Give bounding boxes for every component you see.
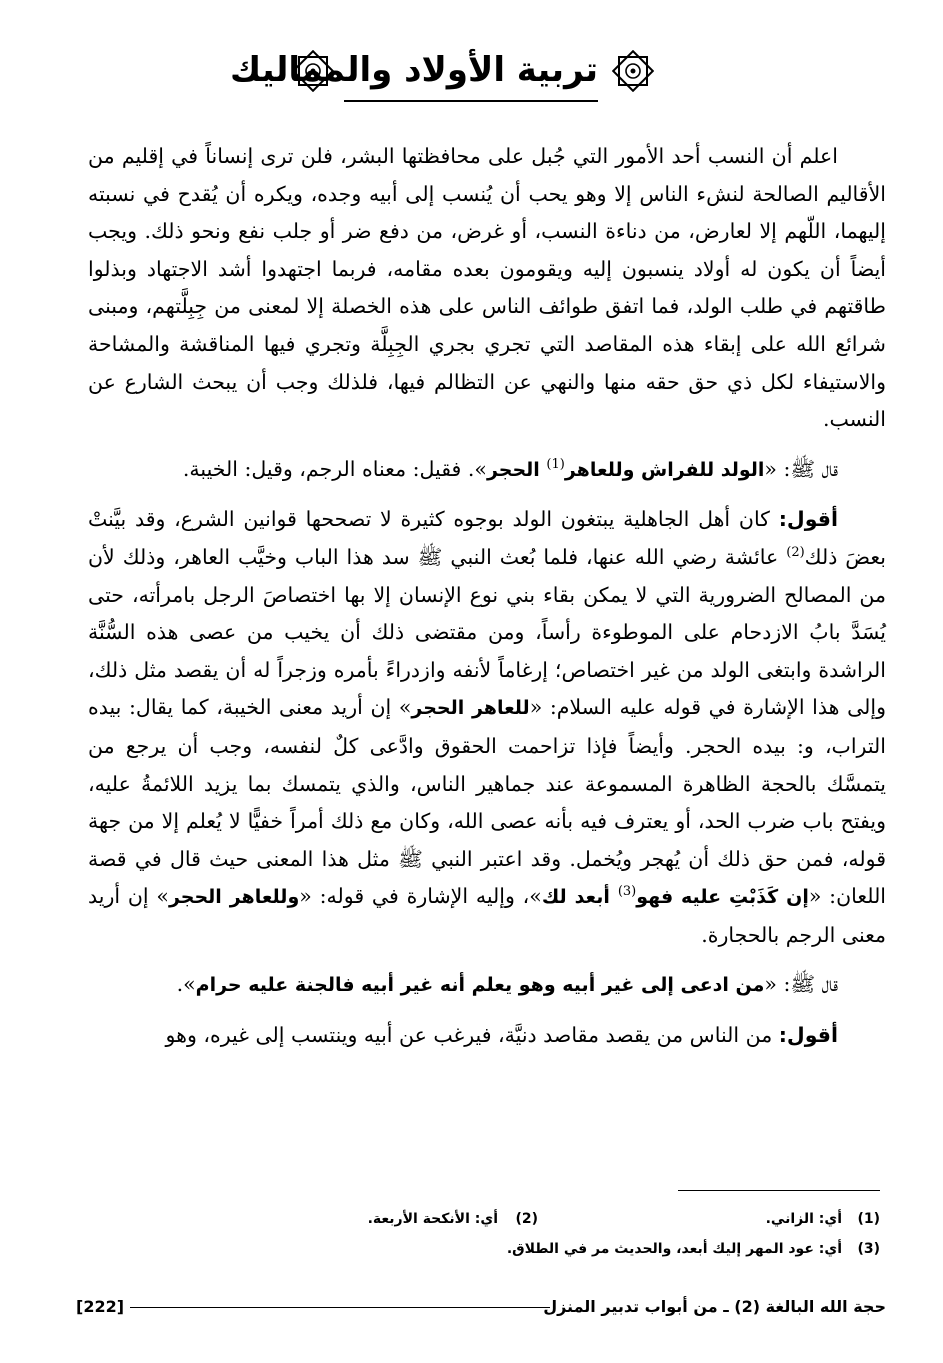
page-number: [222]: [76, 1297, 125, 1316]
footnote-text: أي: عود المهر إليك أبعد، والحديث مر في الطلاق.: [506, 1241, 842, 1257]
hadith-text: من ادعى إلى غير أبيه وهو يعلم أنه غير أبيه فالجنة عليه حرام: [195, 974, 765, 997]
title-underline: [344, 100, 598, 102]
aqulu-label: أقول:: [778, 507, 838, 532]
hadith-text: وللعاهر الحجر: [168, 886, 300, 909]
footnote-ref-2: (2): [786, 544, 805, 560]
footnote-number: (1): [857, 1211, 880, 1227]
footnote-ref-1: (1): [546, 456, 565, 472]
paragraph-2: أقول: كان أهل الجاهلية يبتغون الولد بوجوه كثيرة لا تصححها قوانين الشرع، وقد بيَّنتْ بعضَ ذلك$^{(2)}$ عائشة رضي الله عنها، فلما بُعث النبي ﷺ سد هذا الباب وخيَّب العاهر، وذلك لأن من المصالح الضرورية التي لا يمكن بقاء بني نوع الإنسان إلا بها اختصاصَ الرجل بامرأته، حتى يُسَدَّ بابُ الازدحام على الموطوءة رأساً، ومن مقتضى ذلك أن يخيب من عصى هذه السُّنَّة الراشدة وابتغى الولد من غير اختصاص؛ إرغاماً لأنفه وازدراءً بأمره وزجراً له أن يقصد مثل ذلك، وإلى هذا الإشارة في قوله عليه السلام: «للعاهر الحجر» إن أريد معنى الخيبة، كما يقال: بيده التراب، و: بيده الحجر. وأيضاً فإذا تزاحمت الحقوق وادَّعى كلٌ لنفسه، وجب أن يرجع من يتمسَّك بالحجة الظاهرة المسموعة عند جماهير الناس، والذي يتمسك بما يزيد اللائمةُ عليه، ويفتح باب ضرب الحد، أو يعترف فيه بأنه عصى الله، وكان مع ذلك أمراً خفيًّا لا يُعلم إلا من جهة قوله، فمن حق ذلك أن يُهجر ويُخمل. وقد اعتبر النبي ﷺ مثل هذا المعنى حيث قال في قصة اللعان: «إن كَذَبْتِ عليه فهو$^{(3)}$ أبعد لك»، وإليه الإشارة في قوله: «وللعاهر الحجر» إن أريد معنى الرجم بالحجارة.: [88, 507, 887, 947]
footnote-text: أي: الأنكحة الأربعة.: [367, 1211, 498, 1227]
chapter-title: تربية الأولاد والمماليك: [230, 50, 598, 90]
footnote-row: [160, 1204, 880, 1234]
hadith-quote-1: قال ﷺ: «الولد للفراش وللعاهر$^{(1)}$ الحجر». فقيل: معناه الرجم، وقيل: الخيبة.: [182, 456, 838, 481]
paragraph-3: أقول: من الناس من يقصد مقاصد دنيَّة، فيرغب عن أبيه وينتسب إلى غيره، وهو: [165, 1023, 838, 1048]
hadith-quote-2: قال ﷺ: «من ادعى إلى غير أبيه وهو يعلم أنه غير أبيه فالجنة عليه حرام».: [176, 972, 838, 997]
chapter-header: [0, 38, 943, 108]
paragraph-1: اعلم أن النسب أحد الأمور التي جُبل على محافظتها البشر، فلن ترى إنساناً في إقليم من الأقاليم الصالحة لنشء الناس إلا وهو يحب أن يُنسب إلى أبيه وجده، ويكره أن يُقدح في نسبته إليهما، اللّهم إلا لعارض، من دناءة النسب، أو غرض، من دفع ضر أو جلب نفع ونحو ذلك. ويجب أيضاً أن يكون له أولاد ينسبون إليه ويقومون بعده مقامه، فربما اجتهدوا أشد الاجتهاد وبذلوا طاقتهم في طلب الولد، فما اتفق طوائف الناس على هذه الخصلة إلا لمعنى من جِبِلَّتهم، ومبنى شرائع الله على إبقاء هذه المقاصد التي تجري بجري الجِبِلَّة وتجري فيها المناقشة والمشاحة والاستيفاء لكل ذي حق حقه منها والنهي عن التظالم فيها، فلذلك وجب أن يبحث الشارع عن النسب.: [88, 144, 886, 432]
footnote-number: (3): [857, 1241, 880, 1257]
page-footer: [76, 1292, 886, 1322]
footnotes: [160, 1204, 880, 1264]
footnote-number: (2): [515, 1211, 538, 1227]
hadith-text: الولد للفراش وللعاهر: [564, 458, 765, 481]
footer-rule: [130, 1307, 550, 1308]
footnote-ref-3: (3): [617, 884, 637, 900]
footnote-separator: [678, 1190, 880, 1191]
aqulu-label: أقول:: [778, 1023, 838, 1048]
book-title: حجة الله البالغة (2) ـ من أبواب تدبير المنزل: [543, 1297, 886, 1316]
octagram-ornament-icon: [612, 50, 654, 92]
footnote-text: أي: الزاني.: [765, 1211, 842, 1227]
footnote-row: [160, 1234, 880, 1264]
hadith-text: للعاهر الحجر: [411, 697, 530, 720]
main-text: [88, 138, 886, 1055]
hadith-text: إن كَذَبْتِ عليه فهو: [636, 886, 809, 909]
